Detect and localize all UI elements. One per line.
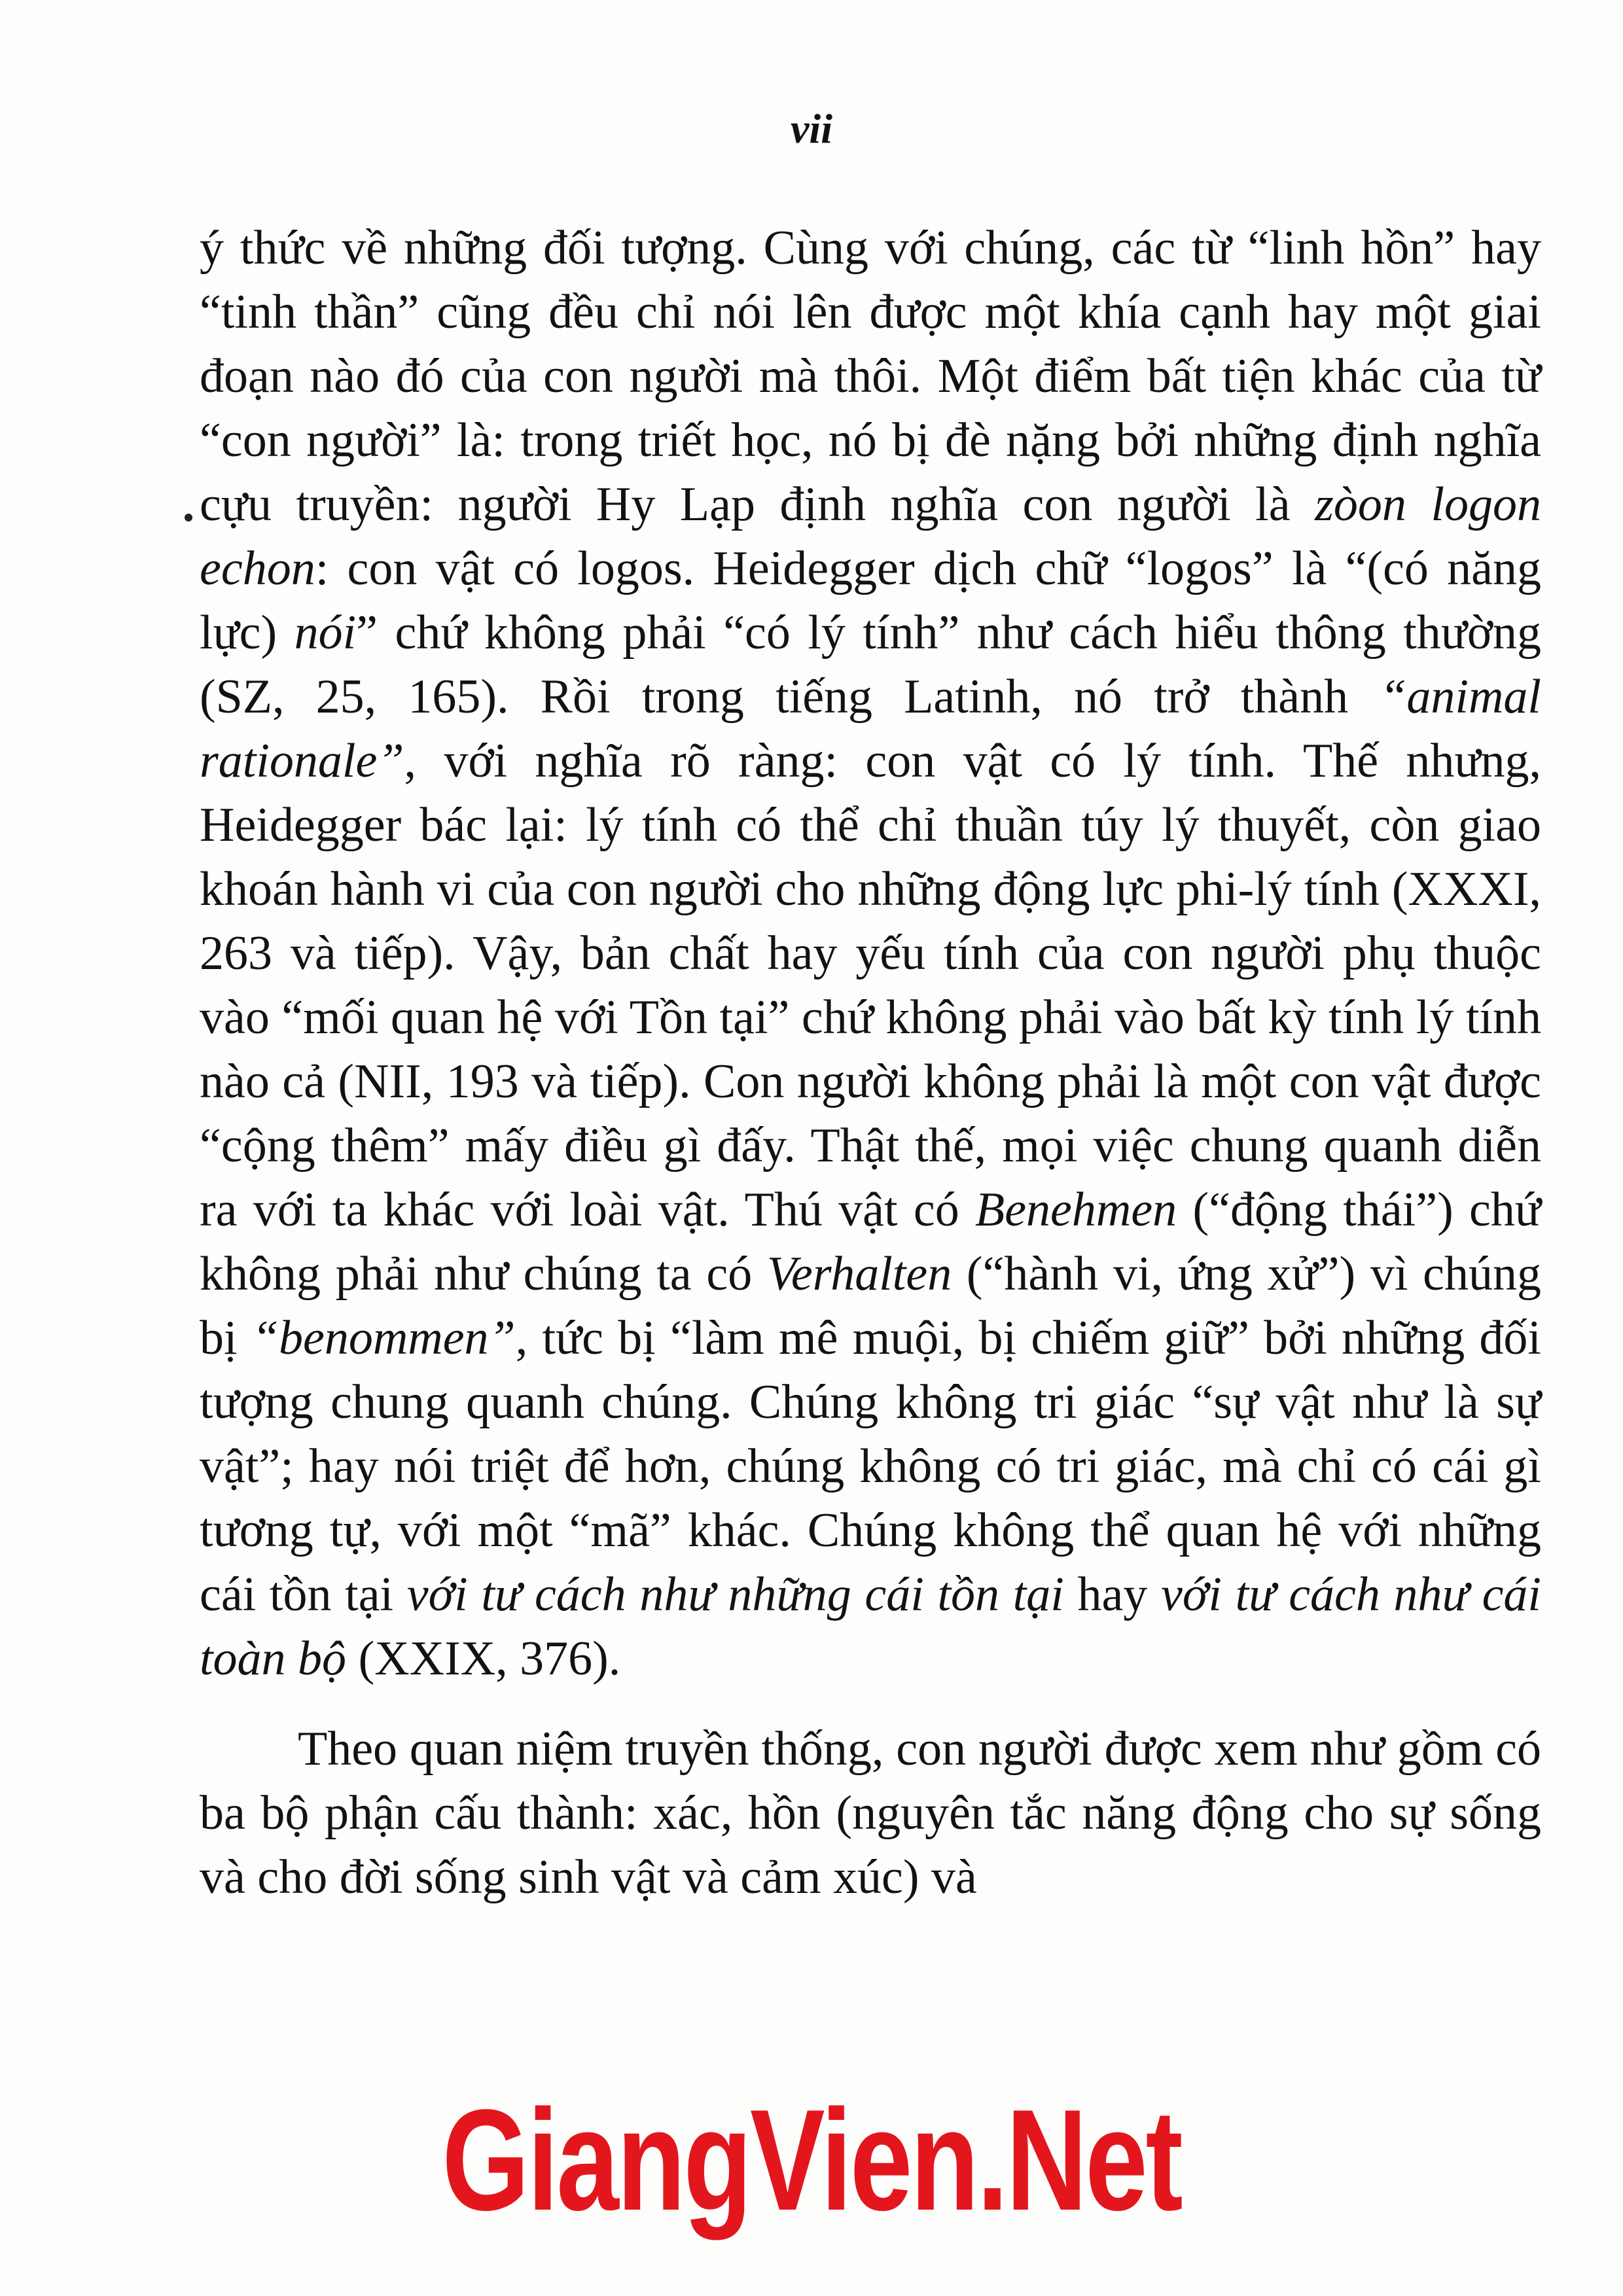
text-segment: hay: [1063, 1568, 1162, 1621]
italic-term: với tư cách như những cái tồn tại: [406, 1568, 1064, 1621]
italic-term: “animal rationale”: [200, 670, 1541, 788]
text-segment: , với nghĩa rõ ràng: con vật có lý tính. Thế nhưng, Heidegger bác lại: lý tính có thể chỉ thuần túy lý thuyết, còn giao khoán hành vi của con người cho những động lực phi-lý tính (XXXI, 263 và tiếp). Vậy, bản chất hay yếu tính của con người phụ thuộc vào “mối quan hệ với Tồn tại” chứ không phải vào bất kỳ tính lý tính nào cả (NII, 193 và tiếp). Con người không phải là một con vật được “cộng thêm” mấy điều gì đấy. Thật thế, mọi việc chung quanh diễn ra với ta khác với loài vật. Thú vật có: [200, 734, 1541, 1237]
text-segment: Theo quan niệm truyền thống, con người được xem như gồm có ba bộ phận cấu thành: xác, hồn (nguyên tắc năng động cho sự sống và cho đời sống sinh vật và cảm xúc) và: [200, 1722, 1541, 1904]
paragraph-1: [200, 216, 1541, 1691]
italic-term: Benehmen: [975, 1183, 1177, 1237]
page-number: vii: [791, 105, 832, 152]
body-text: [200, 216, 1541, 1909]
text-segment: (XXIX, 376).: [346, 1632, 621, 1686]
italic-term: zòon logon echon: [200, 478, 1542, 595]
watermark-logo: GiangVien.Net: [442, 2079, 1181, 2240]
italic-term: nói: [294, 606, 357, 660]
margin-mark: [185, 514, 192, 521]
text-segment: ” chứ không phải “có lý tính” như cách hiểu thông thường (SZ, 25, 165). Rồi trong tiếng Latinh, nó trở thành: [200, 606, 1541, 724]
paragraph-2: [200, 1717, 1541, 1909]
italic-term: “benommen”: [251, 1311, 516, 1365]
text-segment: ý thức về những đối tượng. Cùng với chúng, các từ “linh hồn” hay “tinh thần” cũng đều chỉ nói lên được một khía cạnh hay một giai đoạn nào đó của con người mà thôi. Một điểm bất tiện khác của từ “con người” là: trong triết học, nó bị đè nặng bởi những định nghĩa cựu truyền: người Hy Lạp định nghĩa con người là: [200, 221, 1541, 531]
text-segment: (“động thái”) chứ không phải như chúng ta có: [200, 1183, 1541, 1301]
text-segment: , tức bị “làm mê muội, bị chiếm giữ” bởi những đối tượng chung quanh chúng. Chúng không tri giác “sự vật như là sự vật”; hay nói triệt để hơn, chúng không có tri giác, mà chỉ có cái gì tương tự, với một “mã” khác. Chúng không thể quan hệ với những cái tồn tại: [200, 1311, 1541, 1621]
text-segment: (“hành vi, ứng xử”) vì chúng bị: [200, 1247, 1542, 1365]
italic-term: Verhalten: [766, 1247, 952, 1301]
text-segment: : con vật có logos. Heidegger dịch chữ “logos” là “(có năng lực): [200, 542, 1541, 660]
italic-term: với tư cách như cái toàn bộ: [200, 1568, 1541, 1686]
